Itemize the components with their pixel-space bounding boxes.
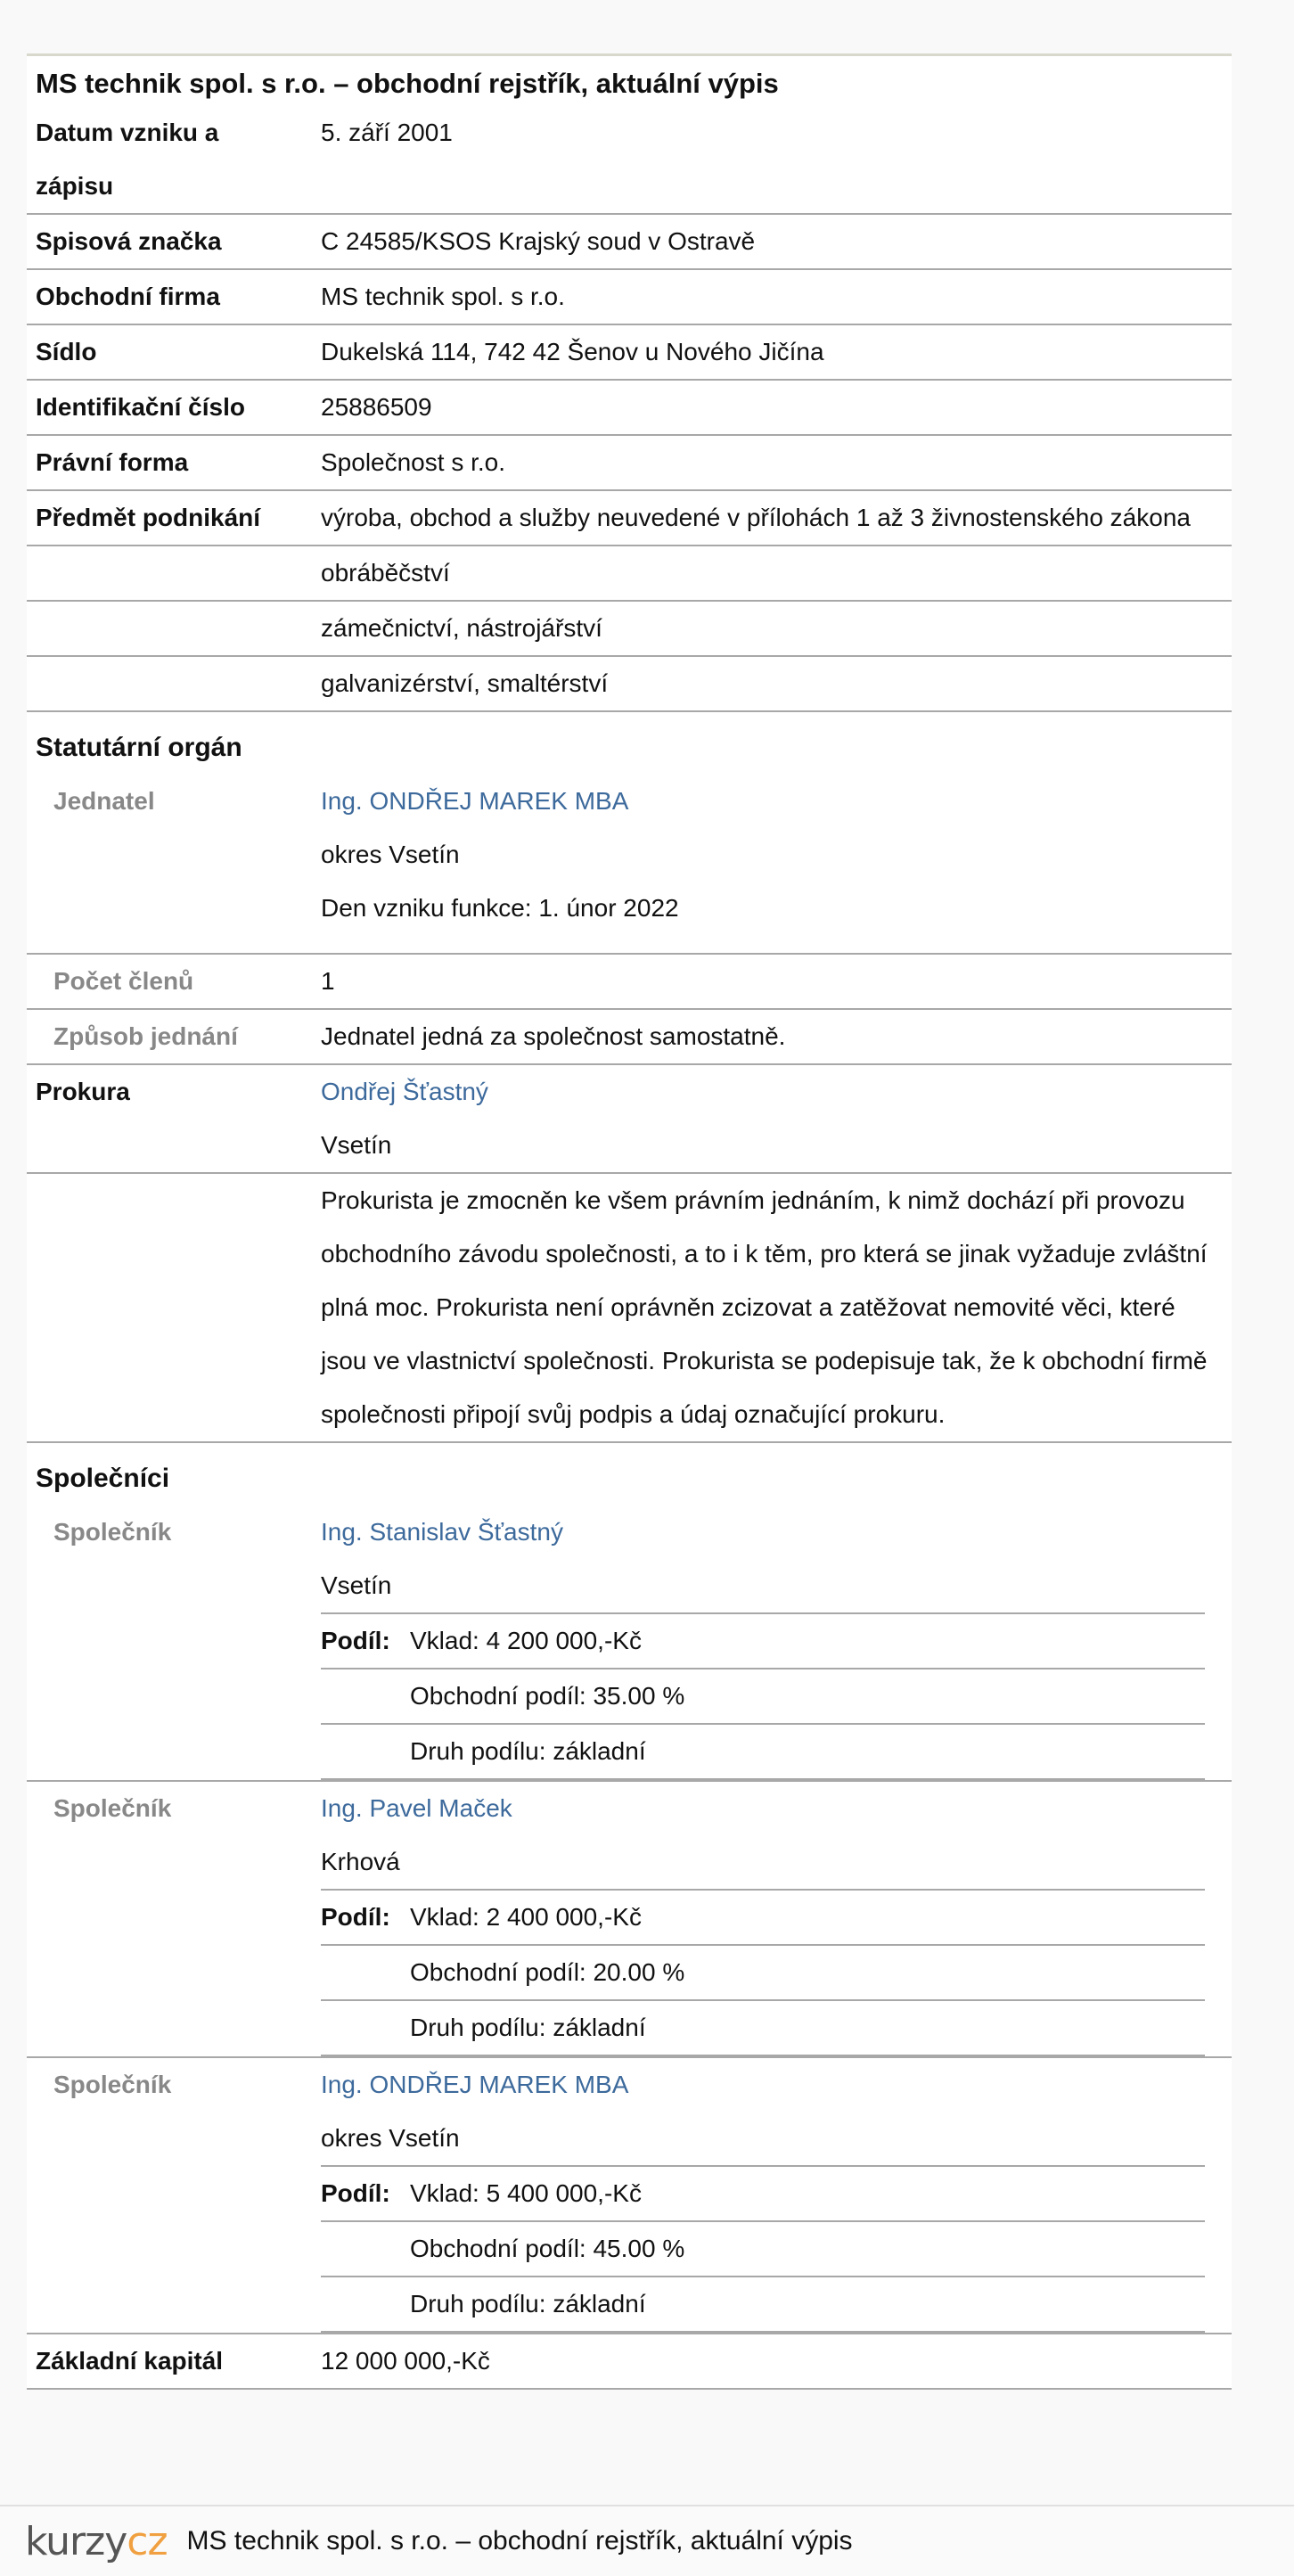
label-sidlo: Sídlo (27, 324, 312, 380)
prokurista-place: Vsetín (321, 1131, 392, 1159)
logo-cz: cz (127, 2518, 168, 2564)
footer-bar (0, 2505, 1294, 2576)
obchodni-podil-1: Obchodní podíl: 35.00 % (410, 1669, 1205, 1724)
row-predmet-3 (27, 601, 1232, 656)
podil-label: Podíl: (321, 2166, 410, 2221)
label-prokura: Prokura (27, 1064, 312, 1173)
value-firma: MS technik spol. s r.o. (312, 269, 1232, 324)
value-ico: 25886509 (312, 380, 1232, 435)
section-statutarni (27, 711, 1232, 775)
row-ico (27, 380, 1232, 435)
label-datum: Datum vzniku a zápisu (27, 106, 312, 214)
row-zpusob (27, 1009, 1232, 1064)
spolecnik-2-place: Krhová (321, 1848, 400, 1875)
label-zpusob: Způsob jednání (27, 1009, 312, 1064)
kurzy-logo[interactable] (25, 2519, 168, 2564)
row-datum (27, 106, 1232, 214)
row-prokura (27, 1064, 1232, 1173)
row-spolecnik-1 (27, 1505, 1232, 1781)
row-kapital (27, 2334, 1232, 2389)
label-spolecnik: Společník (27, 1781, 312, 2057)
link-spolecnik-1[interactable]: Ing. Stanislav Šťastný (321, 1518, 563, 1546)
register-extract (27, 53, 1232, 2390)
label-predmet: Předmět podnikání (27, 490, 312, 546)
row-jednatel (27, 775, 1232, 954)
row-pocet (27, 954, 1232, 1009)
row-spis (27, 214, 1232, 269)
row-sidlo (27, 324, 1232, 380)
label-firma: Obchodní firma (27, 269, 312, 324)
druh-podilu-2: Druh podílu: základní (410, 2000, 1205, 2055)
spolecnik-1-place: Vsetín (321, 1571, 392, 1599)
value-predmet-2: obráběčství (312, 546, 1232, 601)
row-spolecnik-3 (27, 2057, 1232, 2334)
row-forma (27, 435, 1232, 490)
value-prokura-text: Prokurista je zmocněn ke všem právním jednáním, k nimž dochází při provozu obchodního závodu společnosti, a to i k těm, pro která se jinak vyžaduje zvláštní plná moc. Prokurista není oprávněn zcizovat a zatěžovat nemovité věci, které jsou ve vlastnictví společnosti. Prokurista se podepisuje tak, že k obchodní firmě společnosti připojí svůj podpis a údaj označující prokuru. (312, 1173, 1232, 1442)
value-predmet-3: zámečnictví, nástrojářství (312, 601, 1232, 656)
label-spolecnik: Společník (27, 1505, 312, 1781)
heading-statutarni: Statutární orgán (36, 733, 242, 762)
value-spis: C 24585/KSOS Krajský soud v Ostravě (312, 214, 1232, 269)
heading-spolecnici: Společníci (36, 1464, 170, 1493)
section-spolecnici (27, 1442, 1232, 1505)
spolecnik-3-place: okres Vsetín (321, 2124, 460, 2152)
page-title: MS technik spol. s r.o. – obchodní rejstřík, aktuální výpis (36, 68, 779, 99)
value-forma: Společnost s r.o. (312, 435, 1232, 490)
value-pocet: 1 (312, 954, 1232, 1009)
podil-label: Podíl: (321, 1890, 410, 1945)
obchodni-podil-2: Obchodní podíl: 20.00 % (410, 1945, 1205, 2000)
value-datum: 5. září 2001 (312, 106, 1232, 214)
druh-podilu-1: Druh podílu: základní (410, 1724, 1205, 1779)
label-spolecnik: Společník (27, 2057, 312, 2334)
label-forma: Právní forma (27, 435, 312, 490)
row-spolecnik-2 (27, 1781, 1232, 2057)
label-spis: Spisová značka (27, 214, 312, 269)
vklad-3: Vklad: 5 400 000,-Kč (410, 2166, 1205, 2221)
link-jednatel[interactable]: Ing. ONDŘEJ MAREK MBA (321, 787, 629, 815)
jednatel-funkce: Den vzniku funkce: 1. únor 2022 (321, 894, 679, 922)
footer-title: MS technik spol. s r.o. – obchodní rejstřík, aktuální výpis (186, 2526, 853, 2555)
row-predmet-4 (27, 656, 1232, 711)
vklad-1: Vklad: 4 200 000,-Kč (410, 1613, 1205, 1669)
value-predmet-1: výroba, obchod a služby neuvedené v přílohách 1 až 3 živnostenského zákona (312, 490, 1232, 546)
podil-label: Podíl: (321, 1613, 410, 1669)
row-predmet-1 (27, 490, 1232, 546)
podil-3 (321, 2165, 1205, 2333)
jednatel-okres: okres Vsetín (321, 841, 460, 868)
label-ico: Identifikační číslo (27, 380, 312, 435)
label-kapital: Základní kapitál (27, 2334, 312, 2389)
podil-1 (321, 1612, 1205, 1780)
value-sidlo: Dukelská 114, 742 42 Šenov u Nového Jičína (312, 324, 1232, 380)
label-jednatel: Jednatel (27, 775, 312, 954)
row-firma (27, 269, 1232, 324)
link-spolecnik-2[interactable]: Ing. Pavel Maček (321, 1794, 512, 1822)
value-zpusob: Jednatel jedná za společnost samostatně. (312, 1009, 1232, 1064)
obchodni-podil-3: Obchodní podíl: 45.00 % (410, 2221, 1205, 2277)
logo-kurzy: kurzy (25, 2518, 127, 2564)
label-pocet: Počet členů (27, 954, 312, 1009)
link-spolecnik-3[interactable]: Ing. ONDŘEJ MAREK MBA (321, 2071, 629, 2098)
druh-podilu-3: Druh podílu: základní (410, 2277, 1205, 2332)
register-table (27, 106, 1232, 2390)
value-kapital: 12 000 000,-Kč (312, 2334, 1232, 2389)
row-predmet-2 (27, 546, 1232, 601)
vklad-2: Vklad: 2 400 000,-Kč (410, 1890, 1205, 1945)
row-prokura-text (27, 1173, 1232, 1442)
value-predmet-4: galvanizérství, smaltérství (312, 656, 1232, 711)
link-prokurista[interactable]: Ondřej Šťastný (321, 1078, 488, 1105)
podil-2 (321, 1889, 1205, 2056)
